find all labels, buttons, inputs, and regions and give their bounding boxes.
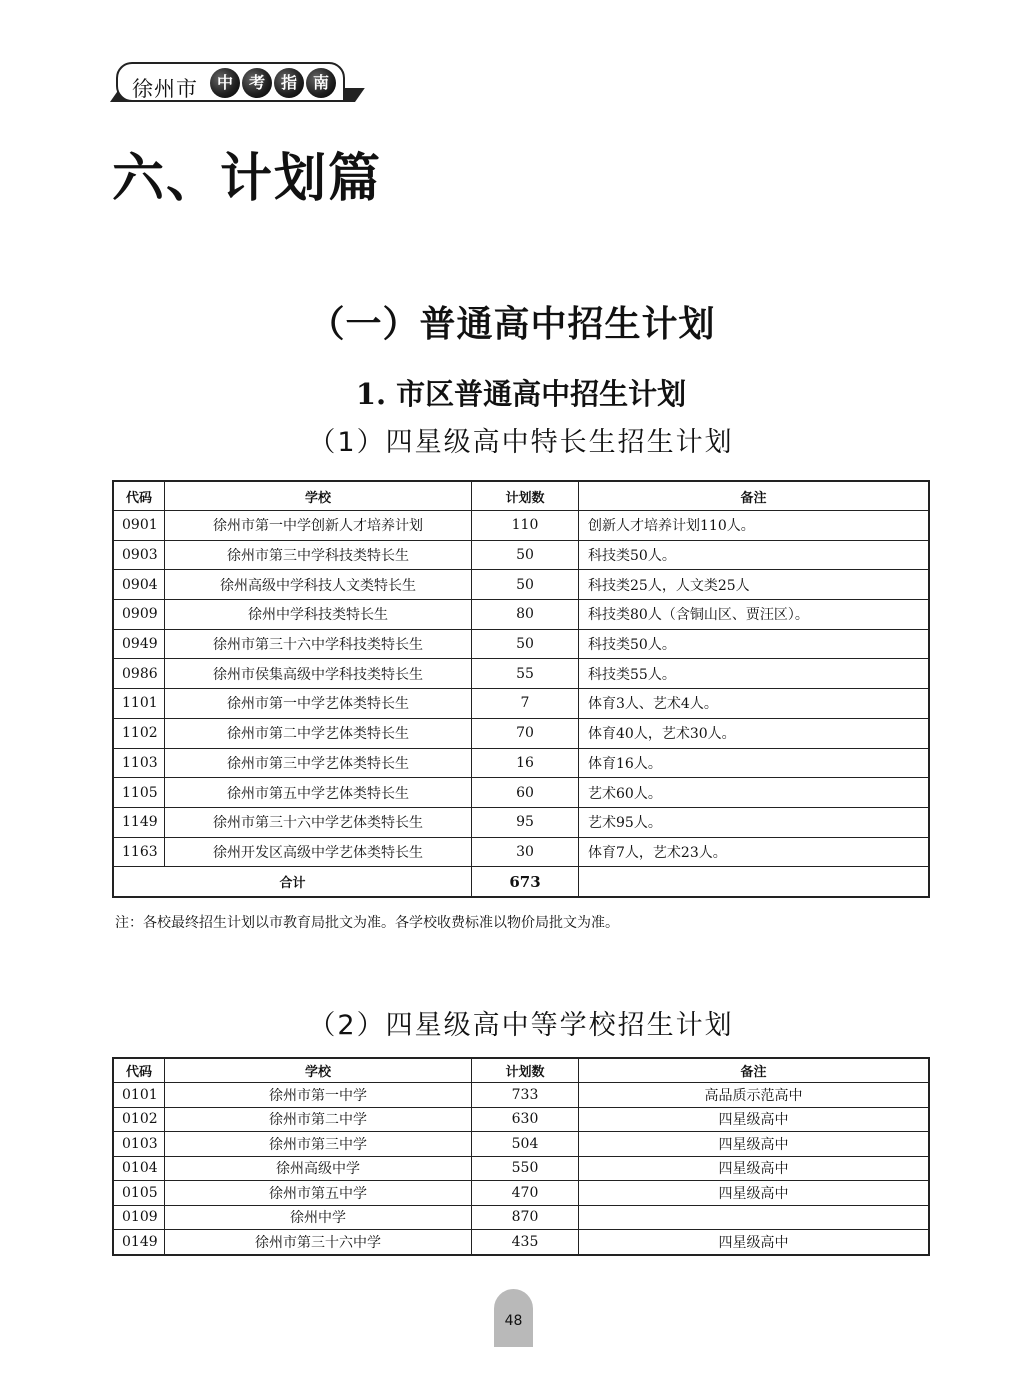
cell-note: 科技类80人（含铜山区、贾汪区）。 (579, 600, 930, 630)
cell-plan-count: 16 (472, 748, 579, 778)
cell-note: 艺术95人。 (579, 807, 930, 837)
cell-school: 徐州市第三十六中学艺体类特长生 (165, 807, 472, 837)
header-code: 代码 (113, 481, 165, 511)
table-row (113, 1083, 929, 1108)
cell-school: 徐州市第五中学 (165, 1181, 472, 1206)
total-value: 673 (472, 867, 579, 897)
table-row (113, 778, 929, 808)
specialty-plan-table (112, 480, 930, 898)
header-note: 备注 (579, 481, 930, 511)
cell-note: 体育16人。 (579, 748, 930, 778)
cell-plan-count: 30 (472, 837, 579, 867)
cell-school: 徐州市第三十六中学 (165, 1230, 472, 1255)
cell-plan-count: 80 (472, 600, 579, 630)
cell-note: 体育3人、艺术4人。 (579, 689, 930, 719)
cell-school: 徐州市侯集高级中学科技类特长生 (165, 659, 472, 689)
cell-school: 徐州开发区高级中学艺体类特长生 (165, 837, 472, 867)
cell-plan-count: 550 (472, 1156, 579, 1181)
cell-school: 徐州市第一中学 (165, 1083, 472, 1108)
cell-code: 0949 (113, 629, 165, 659)
header-school: 学校 (165, 481, 472, 511)
cell-code: 1103 (113, 748, 165, 778)
cell-school: 徐州市第二中学艺体类特长生 (165, 718, 472, 748)
cell-plan-count: 435 (472, 1230, 579, 1255)
cell-code: 0901 (113, 511, 165, 541)
header-note: 备注 (579, 1058, 930, 1083)
table-row (113, 570, 929, 600)
cell-school: 徐州市第五中学艺体类特长生 (165, 778, 472, 808)
table2-caption: （2）四星级高中等学校招生计划 (308, 1010, 734, 1041)
cell-code: 0904 (113, 570, 165, 600)
section-title: （一）普通高中招生计划 (308, 303, 716, 345)
table-row (113, 807, 929, 837)
header-plan-count: 计划数 (472, 1058, 579, 1083)
page-number-tab (494, 1289, 533, 1347)
table-header-row (113, 1058, 929, 1083)
cell-plan-count: 95 (472, 807, 579, 837)
total-label: 合计 (113, 867, 472, 897)
cell-plan-count: 60 (472, 778, 579, 808)
cell-note: 科技类50人。 (579, 540, 930, 570)
header-school: 学校 (165, 1058, 472, 1083)
cell-school: 徐州市第三十六中学科技类特长生 (165, 629, 472, 659)
cell-note: 四星级高中 (579, 1181, 930, 1206)
cell-plan-count: 504 (472, 1132, 579, 1157)
cell-school: 徐州市第一中学创新人才培养计划 (165, 511, 472, 541)
cell-plan-count: 470 (472, 1181, 579, 1206)
cell-code: 1149 (113, 807, 165, 837)
cell-note: 四星级高中 (579, 1156, 930, 1181)
cell-school: 徐州高级中学科技人文类特长生 (165, 570, 472, 600)
cell-plan-count: 70 (472, 718, 579, 748)
cell-plan-count: 870 (472, 1205, 579, 1230)
cell-code: 0103 (113, 1132, 165, 1157)
banner-logo-char: 中 (210, 68, 240, 98)
cell-plan-count: 50 (472, 629, 579, 659)
cell-note: 高品质示范高中 (579, 1083, 930, 1108)
cell-code: 1105 (113, 778, 165, 808)
cell-code: 0109 (113, 1205, 165, 1230)
table-row (113, 1230, 929, 1255)
cell-code: 0101 (113, 1083, 165, 1108)
table-row (113, 511, 929, 541)
cell-note: 科技类55人。 (579, 659, 930, 689)
cell-note: 四星级高中 (579, 1132, 930, 1157)
cell-code: 0102 (113, 1107, 165, 1132)
cell-code: 0105 (113, 1181, 165, 1206)
table-row (113, 1181, 929, 1206)
banner-logo-char: 南 (306, 68, 336, 98)
chapter-title: 六、计划篇 (112, 148, 383, 209)
table-row (113, 718, 929, 748)
page-number: 48 (504, 1313, 523, 1329)
cell-school: 徐州高级中学 (165, 1156, 472, 1181)
cell-note: 四星级高中 (579, 1107, 930, 1132)
table-row (113, 1107, 929, 1132)
table1-caption: （1）四星级高中特长生招生计划 (308, 427, 734, 458)
cell-school: 徐州中学 (165, 1205, 472, 1230)
total-row (113, 867, 929, 897)
cell-code: 0104 (113, 1156, 165, 1181)
cell-code: 1102 (113, 718, 165, 748)
table-row (113, 1205, 929, 1230)
cell-plan-count: 733 (472, 1083, 579, 1108)
cell-school: 徐州中学科技类特长生 (165, 600, 472, 630)
banner-logo-char: 考 (242, 68, 272, 98)
subsection-title: 1. 市区普通高中招生计划 (355, 377, 687, 411)
cell-school: 徐州市第二中学 (165, 1107, 472, 1132)
cell-plan-count: 630 (472, 1107, 579, 1132)
cell-plan-count: 50 (472, 540, 579, 570)
cell-school: 徐州市第三中学 (165, 1132, 472, 1157)
cell-code: 1101 (113, 689, 165, 719)
cell-code: 1163 (113, 837, 165, 867)
cell-school: 徐州市第一中学艺体类特长生 (165, 689, 472, 719)
cell-note: 体育40人，艺术30人。 (579, 718, 930, 748)
table-row (113, 600, 929, 630)
school-plan-table (112, 1057, 930, 1256)
cell-note: 创新人才培养计划110人。 (579, 511, 930, 541)
total-note (579, 867, 930, 897)
table-row (113, 837, 929, 867)
cell-school: 徐州市第三中学艺体类特长生 (165, 748, 472, 778)
cell-school: 徐州市第三中学科技类特长生 (165, 540, 472, 570)
cell-note: 艺术60人。 (579, 778, 930, 808)
cell-plan-count: 55 (472, 659, 579, 689)
table-row (113, 689, 929, 719)
cell-note: 科技类50人。 (579, 629, 930, 659)
cell-code: 0909 (113, 600, 165, 630)
cell-plan-count: 110 (472, 511, 579, 541)
header-plan-count: 计划数 (472, 481, 579, 511)
cell-note: 体育7人，艺术23人。 (579, 837, 930, 867)
cell-code: 0149 (113, 1230, 165, 1255)
cell-code: 0986 (113, 659, 165, 689)
table-row (113, 748, 929, 778)
cell-plan-count: 7 (472, 689, 579, 719)
banner-city: 徐州市 (132, 77, 198, 101)
table-row (113, 1132, 929, 1157)
cell-code: 0903 (113, 540, 165, 570)
cell-note: 四星级高中 (579, 1230, 930, 1255)
banner-logo-char: 指 (274, 68, 304, 98)
header-banner (110, 58, 355, 106)
cell-note: 科技类25人，人文类25人 (579, 570, 930, 600)
table-row (113, 659, 929, 689)
footnote: 注：各校最终招生计划以市教育局批文为准。各学校收费标准以物价局批文为准。 (115, 915, 619, 931)
header-code: 代码 (113, 1058, 165, 1083)
table-row (113, 629, 929, 659)
cell-note (579, 1205, 930, 1230)
cell-plan-count: 50 (472, 570, 579, 600)
table-header-row (113, 481, 929, 511)
table-row (113, 540, 929, 570)
table-row (113, 1156, 929, 1181)
banner-box (116, 62, 345, 102)
